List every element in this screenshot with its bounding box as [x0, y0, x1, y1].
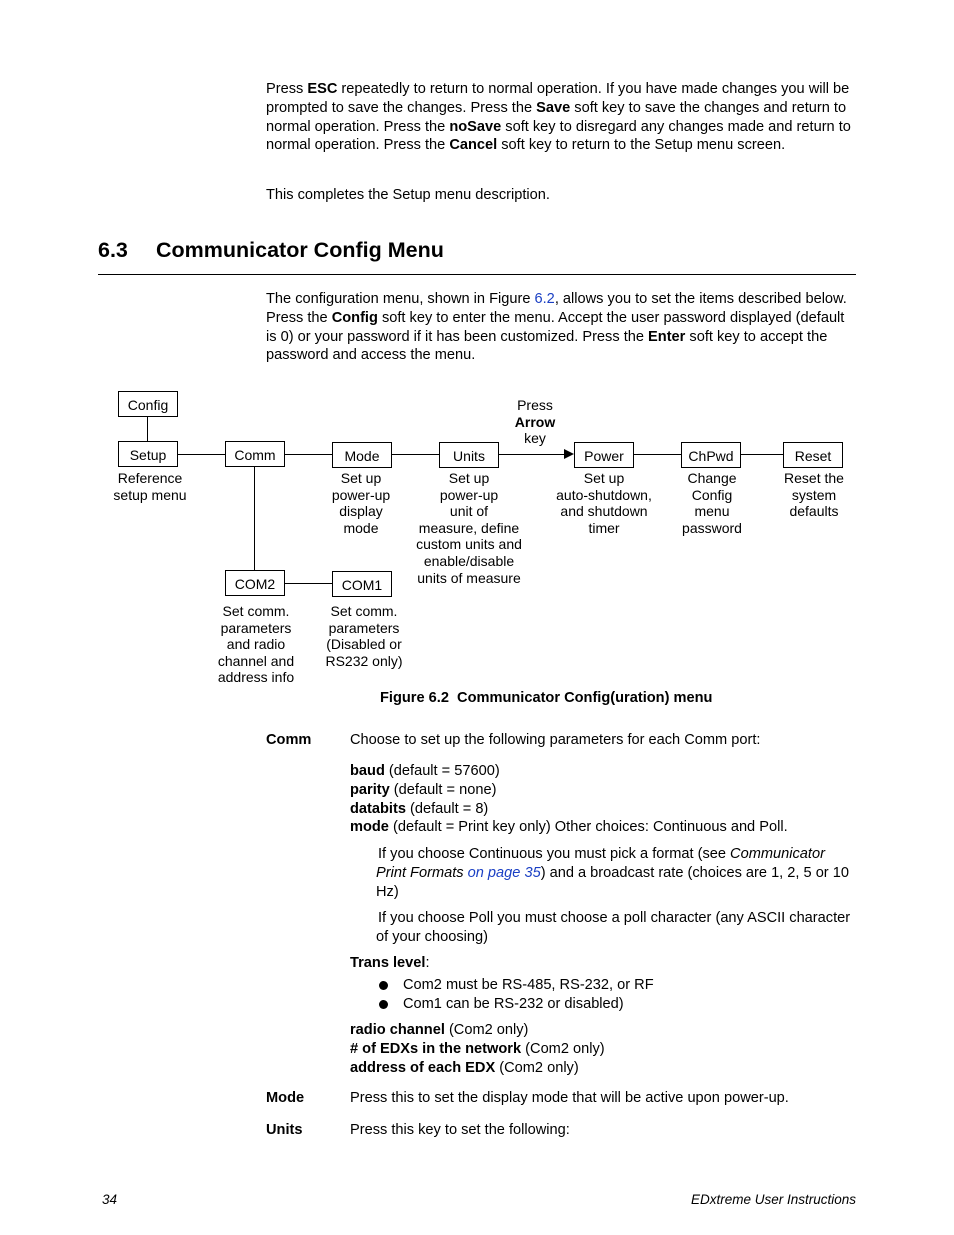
diagram-label-line: Set up [448, 470, 490, 486]
bold-term: noSave [449, 118, 502, 135]
diagram-label-line: (Disabled or [326, 636, 402, 653]
press-word: Press [517, 397, 553, 413]
diagram-label-line: power-up [331, 486, 391, 503]
reset-description [759, 470, 869, 520]
diagram-label-line: Reference [117, 470, 183, 486]
page-number: 34 [102, 1192, 118, 1207]
comm-box: Comm [225, 441, 285, 467]
bold-term: parity [350, 781, 390, 798]
diagram-label-line: address info [217, 669, 295, 686]
trans-level-colon: : [425, 955, 430, 971]
intro-paragraph-complete: This completes the Setup menu description. [266, 187, 550, 203]
bold-term: ESC [307, 81, 338, 97]
diagram-label-line: Set up [583, 470, 625, 486]
connector-comm-down [254, 467, 255, 571]
diagram-label-line: defaults [789, 503, 839, 520]
units-term: Units [266, 1122, 303, 1138]
connector-chpwd-reset [741, 454, 783, 455]
connector-com2-com1 [284, 583, 332, 584]
comm-intro: Choose to set up the following parameters for each Comm port: [350, 732, 761, 748]
diagram-label-line: parameters [220, 619, 292, 636]
poll-note: If you choose Poll you must choose a poll character (any ASCII character of your choosing) [376, 910, 851, 945]
italic-reference: Communicator Print Formats [376, 846, 825, 881]
bold-term: Save [536, 99, 571, 116]
diagram-label-line: custom units and [416, 536, 522, 553]
param-databits: databits (default = 8) [350, 800, 489, 817]
com2-box: COM2 [225, 570, 285, 596]
diagram-label-line: enable/disable [423, 552, 515, 569]
diagram-label-line: unit of [449, 503, 489, 520]
diagram-label-line: parameters [328, 619, 400, 636]
connector-units-power [498, 454, 566, 455]
trans-level-list [377, 976, 857, 1014]
bold-term: mode [350, 819, 389, 836]
chpwd-description [657, 470, 767, 536]
param-edx-count: # of EDXs in the network (Com2 only) [350, 1040, 605, 1057]
param-baud: baud (default = 57600) [350, 763, 500, 779]
figure-caption: Figure 6.2 Communicator Config(uration) menu [380, 690, 713, 706]
diagram-label-line: Reset the [784, 470, 844, 486]
trans-level-heading [350, 954, 430, 973]
diagram-label-line: Config [691, 486, 733, 503]
diagram-label-line: auto-shutdown, [556, 486, 652, 503]
mode-description [306, 470, 416, 536]
diagram-label-line: units of measure [417, 569, 521, 586]
list-item: Com2 must be RS-485, RS-232, or RF [377, 976, 857, 995]
diagram-label-line: password [682, 519, 742, 536]
bold-term: databits [350, 800, 406, 817]
arrow-word: Arrow [514, 413, 556, 430]
diagram-label-line: channel and [217, 652, 295, 669]
diagram-label-line: Set up [340, 470, 382, 486]
continuous-note: If you choose Continuous you must pick a format (see Communicator Print Formats on page 35) and a broadcast rate (choices are 1, 2, 5 or 10 Hz) [376, 846, 849, 900]
bold-term: baud [350, 763, 385, 779]
connector-setup-comm [177, 454, 225, 455]
connector-mode-units [391, 454, 439, 455]
com1-box: COM1 [332, 571, 392, 597]
units-box: Units [439, 442, 499, 468]
diagram-label-line: Set comm. [222, 603, 290, 619]
diagram-label-line: RS232 only) [325, 652, 403, 669]
param-parity: parity (default = none) [350, 781, 497, 798]
param-radio-channel: radio channel (Com2 only) [350, 1022, 529, 1038]
diagram-label-line: setup menu [113, 486, 187, 503]
mode-box: Mode [332, 442, 392, 468]
press-arrow-key-label [495, 397, 575, 447]
bold-term: Enter [648, 328, 686, 345]
connector-comm-mode [284, 454, 332, 455]
power-description [539, 470, 669, 536]
units-description [404, 470, 534, 586]
diagram-label-line: system [791, 486, 837, 503]
bold-term: Config [331, 309, 378, 326]
units-definition: Press this key to set the following: [350, 1122, 570, 1138]
comm-extra-params [350, 1021, 860, 1077]
config-box: Config [118, 391, 178, 417]
section-number: 6.3 [98, 238, 128, 262]
bold-term: # of EDXs in the network [350, 1040, 522, 1057]
figure-link[interactable]: 6.2 [534, 291, 555, 307]
setup-box: Setup [118, 441, 178, 467]
trans-level-label: Trans level [350, 955, 426, 971]
setup-description [95, 470, 205, 503]
section-intro-paragraph: The configuration menu, shown in Figure 6.2, allows you to set the items described below. Press the Config soft key to enter the menu. Accept the user password displayed (default is 0) or your password if it has been customized. Press the Enter soft key to accept the password and access the menu. [266, 291, 847, 364]
param-edx-address: address of each EDX (Com2 only) [350, 1059, 579, 1076]
com2-description [201, 603, 311, 686]
intro-paragraph-esc: Press ESC repeatedly to return to normal operation. If you have made changes you will be prompted to save the changes. Press the Save soft key to save the changes and return to normal operation. Press the noSave soft key to disregard any changes made and return to normal operation. Press the Cancel soft key to return to the Setup menu screen. [266, 81, 851, 154]
diagram-label-line: timer [588, 519, 620, 536]
diagram-label-line: and shutdown [560, 503, 648, 520]
com1-description [309, 603, 419, 669]
diagram-label-line: and radio [226, 636, 286, 653]
connector-power-chpwd [633, 454, 681, 455]
chpwd-box: ChPwd [681, 442, 741, 468]
diagram-label-line: Change [687, 470, 737, 486]
comm-params [350, 762, 860, 837]
connector-config-setup [147, 416, 148, 442]
mode-definition: Press this to set the display mode that will be active upon power-up. [350, 1090, 789, 1106]
bold-term: radio channel [350, 1022, 445, 1038]
diagram-label-line: measure, define [418, 519, 520, 536]
bold-term: address of each EDX [350, 1059, 496, 1076]
diagram-label-line: mode [343, 519, 379, 536]
diagram-label-line: menu [694, 503, 730, 520]
arrow-head [564, 449, 574, 459]
param-mode: mode (default = Print key only) Other choices: Continuous and Poll. [350, 819, 788, 836]
document-title: EDxtreme User Instructions [690, 1192, 856, 1207]
bold-term: Cancel [449, 137, 498, 154]
diagram-label-line: power-up [439, 486, 499, 503]
diagram-label-line: Set comm. [330, 603, 398, 619]
list-item: Com1 can be RS-232 or disabled) [377, 995, 857, 1014]
page-link[interactable]: on page 35 [467, 864, 541, 881]
power-box: Power [574, 442, 634, 468]
section-title: Communicator Config Menu [156, 238, 444, 262]
reset-box: Reset [783, 442, 843, 468]
mode-term: Mode [266, 1090, 305, 1106]
key-word: key [524, 430, 546, 447]
comm-term: Comm [266, 732, 312, 748]
diagram-label-line: display [339, 503, 383, 520]
